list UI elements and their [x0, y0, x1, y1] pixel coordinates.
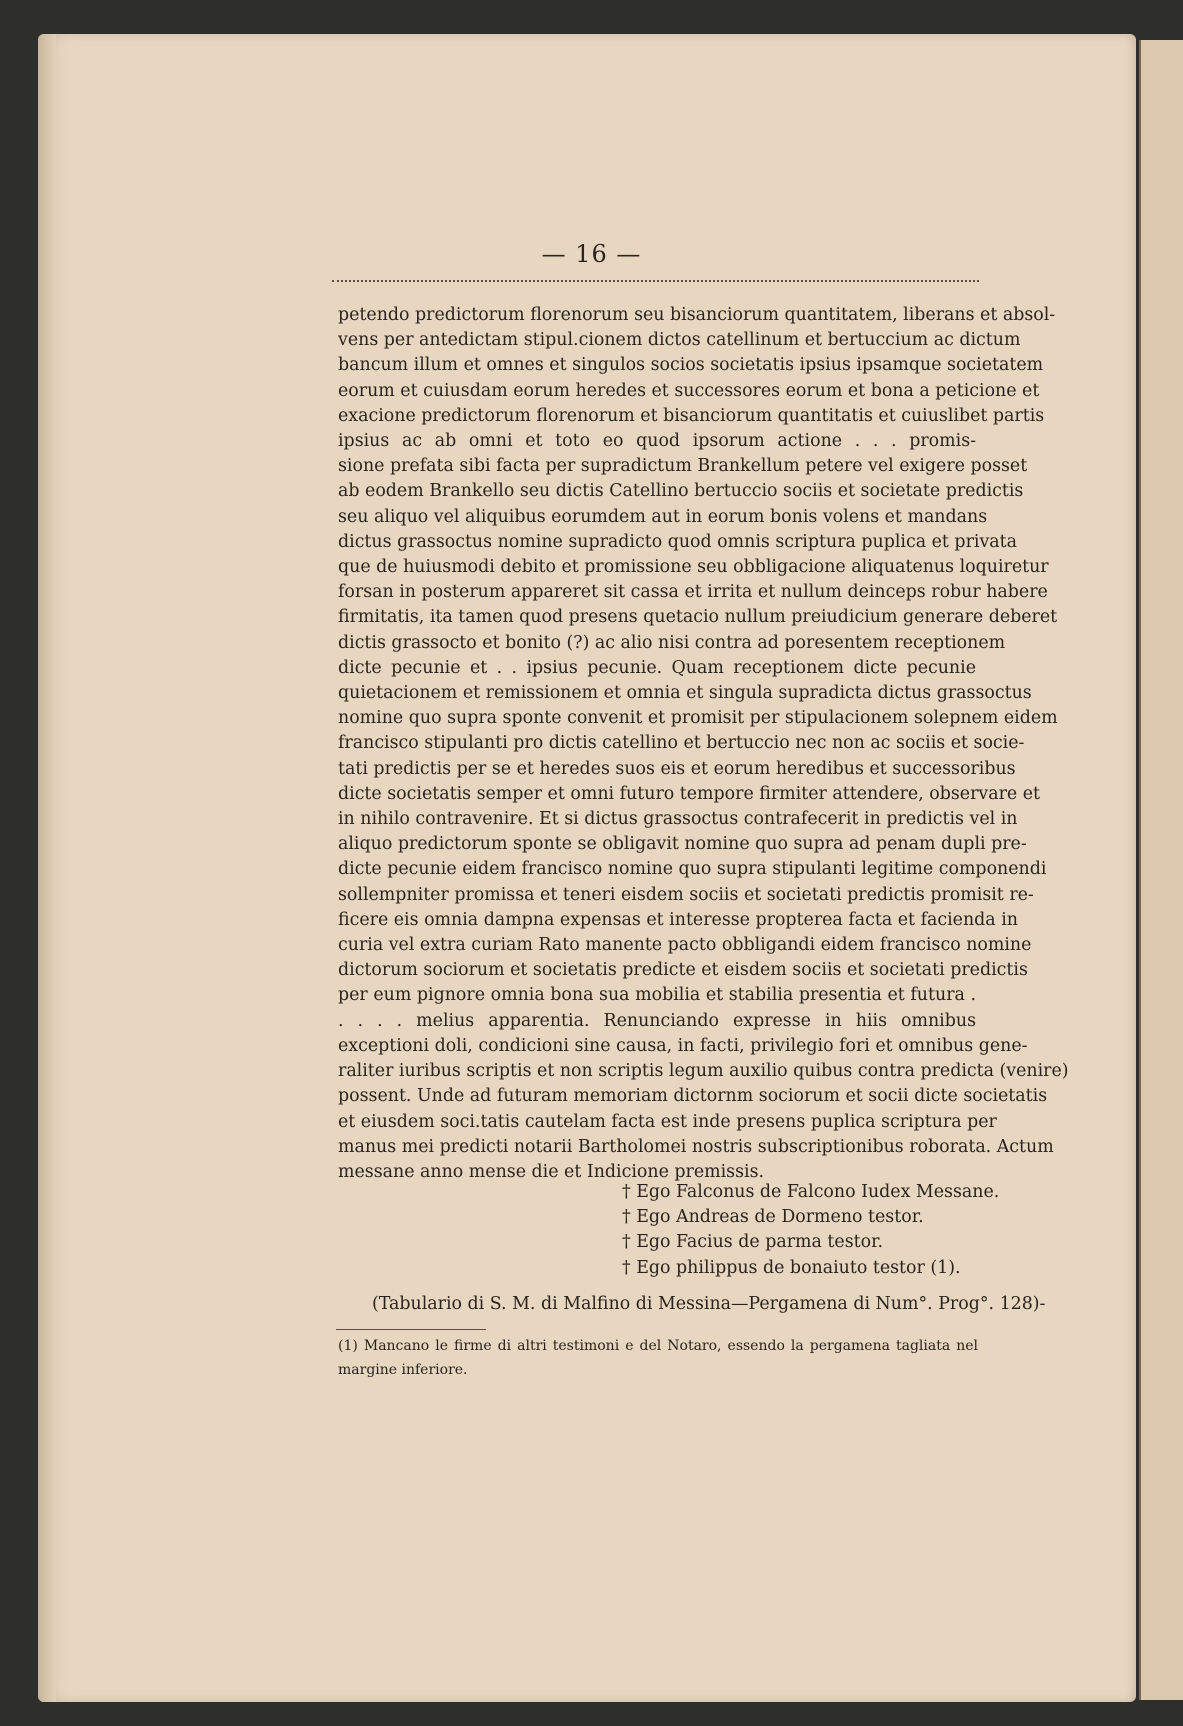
text-line: aliquo predictorum sponte se obligavit nomine quo supra ad penam dupli pre-: [338, 834, 1027, 855]
signature-line: † Ego Falconus de Falcono Iudex Messane.: [622, 1182, 1000, 1202]
text-line: nomine quo supra sponte convenit et promisit per stipulacionem solepnem eidem: [338, 708, 1058, 729]
text-line: eorum et cuiusdam eorum heredes et successores eorum et bona a peticione et: [338, 380, 1040, 401]
text-line: que de huiusmodi debito et promissione seu obbligacione aliquatenus loquiretur: [338, 557, 1049, 578]
text-line: dicte pecunie eidem francisco nomine quo supra stipulanti legitime componendi: [338, 859, 1047, 880]
text-line: dictus grassoctus nomine supradicto quod omnis scriptura puplica et privata: [338, 531, 1017, 552]
text-line: seu aliquo vel aliquibus eorumdem aut in eorum bonis volens et mandans: [338, 506, 988, 527]
text-line: per eum pignore omnia bona sua mobilia et stabilia presentia et futura .: [338, 985, 976, 1006]
adjacent-page-edge: [1139, 40, 1183, 1700]
footnote-line: (1) Mancano le firme di altri testimoni e del Notaro, essendo la pergamena tagliata nel: [338, 1338, 978, 1354]
text-line: petendo predictorum florenorum seu bisanciorum quantitatem, liberans et absol-: [338, 305, 1056, 325]
text-line: tati predictis per se et heredes suos eis et eorum heredibus et successoribus: [338, 758, 1016, 779]
page-binding-edge: [38, 34, 56, 1702]
text-line: bancum illum et omnes et singulos socios societatis ipsius ipsamque societatem: [338, 355, 1044, 376]
footnote-rule: [336, 1329, 486, 1330]
text-line: francisco stipulanti pro dictis catellino et bertuccio nec non ac sociis et socie-: [338, 733, 1025, 754]
text-line: quietacionem et remissionem et omnia et singula supradicta dictus grassoctus: [338, 683, 1032, 704]
text-line: possent. Unde ad futuram memoriam dictornm sociorum et socii dicte societatis: [338, 1086, 1048, 1107]
text-line: sollempniter promissa et teneri eisdem sociis et societati predictis promisit re-: [338, 884, 1034, 905]
body-text: [338, 303, 1069, 1185]
text-line: firmitatis, ita tamen quod presens quetacio nullum preiudicium generare deberet: [338, 607, 1058, 628]
text-line: dictis grassocto et bonito (?) ac alio nisi contra ad poresentem receptionem: [338, 632, 1006, 653]
text-line: vens per antedictam stipul.cionem dictos catellinum et bertuccium ac dictum: [338, 330, 1021, 351]
footnote-line: margine inferiore.: [338, 1362, 468, 1378]
text-line: manus mei predicti notarii Bartholomei nostris subscriptionibus roborata. Actum: [338, 1136, 1054, 1157]
text-line: . . . . melius apparentia. Renunciando expresse in hiis omnibus: [338, 1010, 976, 1031]
text-line: dicte pecunie et . . ipsius pecunie. Quam receptionem dicte pecunie: [338, 657, 976, 678]
text-line: et eiusdem soci.tatis cautelam facta est inde presens puplica scriptura per: [338, 1111, 997, 1132]
text-line: exacione predictorum florenorum et bisanciorum quantitatis et cuiuslibet partis: [338, 405, 1045, 426]
text-line: raliter iuribus scriptis et non scriptis legum auxilio quibus contra predicta (venire): [338, 1061, 1069, 1082]
signature-line: † Ego philippus de bonaiuto testor (1).: [622, 1257, 961, 1278]
footnote: [338, 1334, 978, 1382]
page-number: — 16 —: [541, 240, 642, 268]
text-line: forsan in posterum appareret sit cassa et irrita et nullum deinceps robur habere: [338, 582, 1048, 603]
text-line: sione prefata sibi facta per supradictum Brankellum petere vel exigere posset: [338, 456, 1028, 477]
signature-line: † Ego Andreas de Dormeno testor.: [622, 1207, 924, 1228]
text-line: dictorum sociorum et societatis predicte et eisdem sociis et societati predictis: [338, 960, 1028, 981]
text-line: ab eodem Brankello seu dictis Catellino bertuccio sociis et societate predictis: [338, 481, 1024, 502]
text-line: dicte societatis semper et omni futuro tempore firmiter attendere, observare et: [338, 783, 1041, 804]
source-citation: (Tabulario di S. M. di Malfino di Messina—Pergamena di Num°. Prog°. 128)-: [372, 1294, 1046, 1314]
text-line: ipsius ac ab omni et toto eo quod ipsorum actione . . . promis-: [338, 431, 976, 452]
text-line: exceptioni doli, condicioni sine causa, in facti, privilegio fori et omnibus gene-: [338, 1035, 1028, 1056]
signature-line: † Ego Facius de parma testor.: [622, 1232, 884, 1253]
text-line: curia vel extra curiam Rato manente pacto obbligandi eidem francisco nomine: [338, 935, 1032, 956]
text-line: messane anno mense die et Indicione premissis.: [338, 1161, 765, 1182]
signature-block: [622, 1180, 1002, 1281]
header-rule: [332, 280, 979, 282]
text-line: in nihilo contravenire. Et si dictus grassoctus contrafecerit in predictis vel in: [338, 809, 1018, 830]
text-line: ficere eis omnia dampna expensas et interesse propterea facta et facienda in: [338, 909, 1018, 930]
